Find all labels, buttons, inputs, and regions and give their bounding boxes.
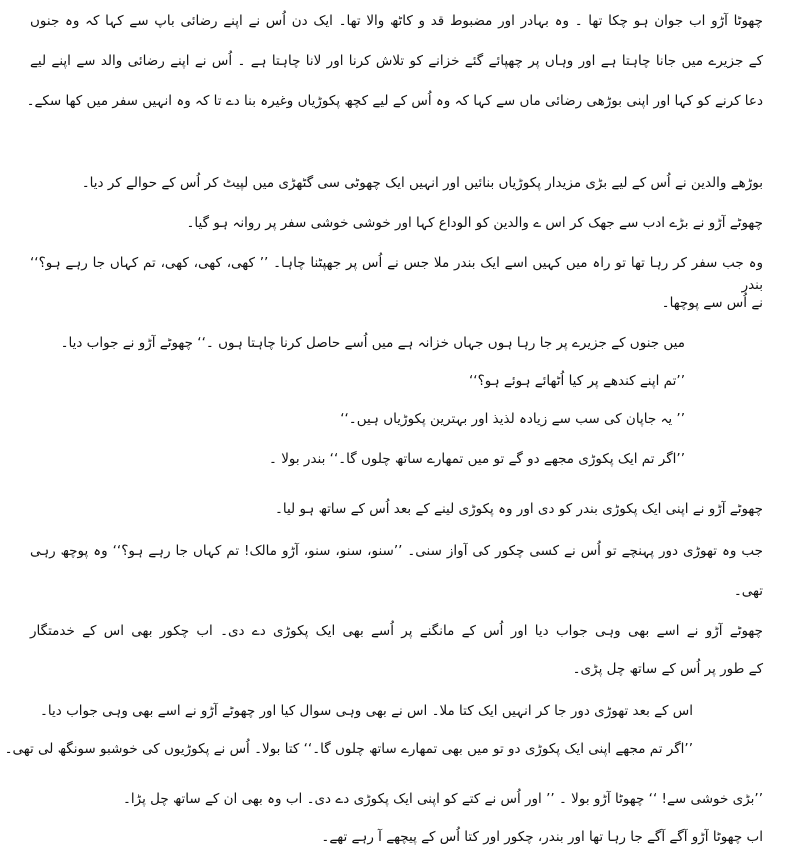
paragraph-10-line-1: جب وہ تھوڑی دور پہنچے تو اُس نے کسی چکور کی آواز سنی۔ ’’سنو، سنو، سنو، آڑو مالک! تم کہاں جا رہے ہو؟‘‘ وہ پوچھ رہی [30, 543, 763, 559]
paragraph-12: اس کے بعد تھوڑی دور جا کر انہیں ایک کتا ملا۔ اس نے بھی وہی سوال کیا اور چھوٹے آڑو نے اسے بھی وہی جواب دیا۔ [40, 703, 693, 719]
paragraph-11-line-1: چھوٹے آڑو نے اسے بھی وہی جواب دیا اور اُس کے مانگنے پر اُسے بھی ایک پکوڑی دے دی۔ اب چکور بھی اس کے خدمتگار [30, 623, 763, 639]
paragraph-13: ’’اگر تم مجھے اپنی ایک پکوڑی دو تو میں بھی تمھارے ساتھ چلوں گا۔‘‘ کتا بولا۔ اُس نے پکوڑیوں کی خوشبو سونگھ لی تھی۔ [4, 741, 693, 757]
paragraph-4-line-2: نے اُس سے پوچھا۔ [661, 295, 763, 311]
dialogue-line-4: ’’اگر تم ایک پکوڑی مجھے دو گے تو میں تمھارے ساتھ چلوں گا۔‘‘ بندر بولا ۔ [269, 451, 685, 467]
paragraph-11-line-2: کے طور پر اُس کے ساتھ چل پڑی۔ [572, 661, 763, 677]
paragraph-2: بوڑھے والدین نے اُس کے لیے بڑی مزیدار پکوڑیاں بنائیں اور انہیں ایک چھوٹی سی گٹھڑی میں لپیٹ کر اُس کے حوالے کر دیا۔ [81, 175, 763, 191]
paragraph-4-line-1: وہ جب سفر کر رہا تھا تو راہ میں کہیں اسے ایک بندر ملا جس نے اُس پر جھپٹنا چاہا۔ ’’ کھی، کھی، کھی، تم کہاں جا رہے ہو؟‘‘ بندر [30, 255, 763, 293]
paragraph-3: چھوٹے آڑو نے بڑے ادب سے جھک کر اس ے والدین کو الوداع کہا اور خوشی خوشی سفر پر روانہ ہو گیا۔ [186, 215, 763, 231]
paragraph-10-line-2: تھی۔ [733, 583, 763, 599]
paragraph-1-line-2: کے جزیرے میں جانا چاہتا ہے اور وہاں پر چھپائے گئے خزانے کو تلاش کرنا اور لانا چاہتا ہے ۔ اُس نے اپنے رضائی والد سے اپنے لیے [30, 53, 763, 69]
dialogue-line-3: ’’ یہ جاپان کی سب سے زیادہ لذیذ اور بہترین پکوڑیاں ہیں۔‘‘ [340, 411, 685, 427]
paragraph-1-line-1: چھوٹا آڑو اب جوان ہو چکا تھا ۔ وہ بہادر اور مضبوط قد و کاٹھ والا تھا۔ ایک دن اُس نے اپنے رضائی باپ سے کہا کہ وہ جنوں [30, 13, 763, 29]
dialogue-line-2: ’’تم اپنے کندھے پر کیا اُٹھائے ہوئے ہو؟‘‘ [469, 373, 685, 389]
paragraph-14: ’’بڑی خوشی سے! ‘‘ چھوٹا آڑو بولا ۔ ’’ اور اُس نے کتے کو اپنی ایک پکوڑی دے دی۔ اب وہ بھی ان کے ساتھ چل پڑا۔ [122, 791, 763, 807]
dialogue-line-1: میں جنوں کے جزیرے پر جا رہا ہوں جہاں خزانہ ہے میں اُسے حاصل کرنا چاہتا ہوں ۔‘‘ چھوٹے آڑو نے جواب دیا۔ [60, 335, 685, 351]
paragraph-15: اب چھوٹا آڑو آگے آگے جا رہا تھا اور بندر، چکور اور کتا اُس کے پیچھے آ رہے تھے۔ [321, 829, 763, 845]
paragraph-1-line-3: دعا کرنے کو کہا اور اپنی بوڑھی رضائی ماں سے کہا کہ وہ اُس کے لیے کچھ پکوڑیاں وغیرہ بنا دے تا کہ وہ انہیں سفر میں کھا سکے۔ [26, 93, 763, 109]
paragraph-9: چھوٹے آڑو نے اپنی ایک پکوڑی بندر کو دی اور وہ پکوڑی لینے کے بعد اُس کے ساتھ ہو لیا۔ [274, 501, 763, 517]
